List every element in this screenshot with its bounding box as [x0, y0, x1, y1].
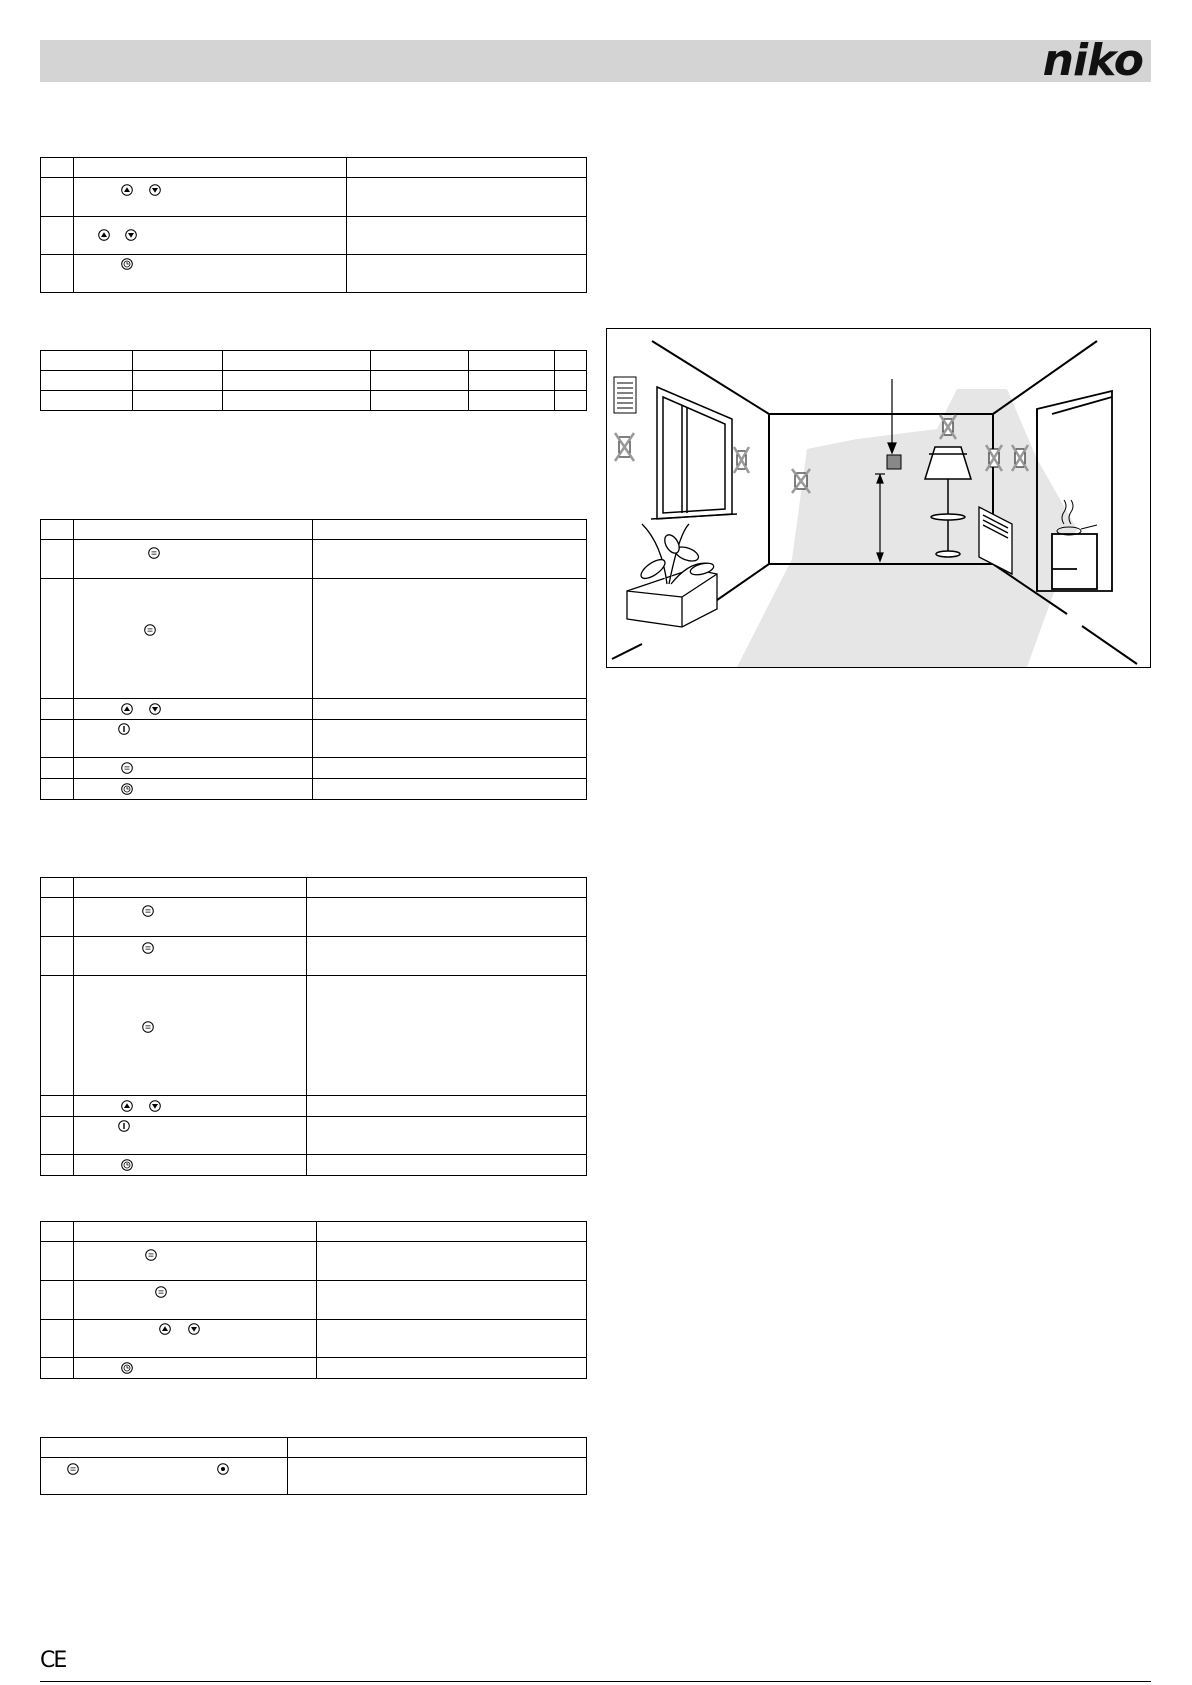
prog-icon [142, 905, 154, 917]
prog-icon [145, 1249, 157, 1261]
clock-icon [121, 1159, 133, 1171]
clock-icon [121, 258, 133, 270]
footer-rule [40, 1681, 1151, 1682]
prog-icon [121, 762, 133, 774]
room-installation-illustration [606, 328, 1151, 668]
table-4 [40, 877, 587, 1176]
up-arrow-icon [121, 703, 133, 715]
table-5 [40, 1221, 587, 1379]
header-banner [40, 35, 1151, 86]
prog-icon [142, 942, 154, 954]
down-arrow-icon [149, 703, 161, 715]
ce-mark: CE [40, 1648, 66, 1673]
up-arrow-icon [121, 1100, 133, 1112]
table-6 [40, 1437, 587, 1495]
up-arrow-icon [98, 229, 110, 241]
prog-icon [67, 1463, 79, 1475]
down-arrow-icon [125, 229, 137, 241]
info-icon [118, 1120, 130, 1132]
table-3 [40, 519, 587, 800]
table-1 [40, 157, 587, 293]
clock-icon [121, 1362, 133, 1374]
day-icon [144, 624, 156, 636]
up-arrow-icon [159, 1323, 171, 1335]
down-arrow-icon [149, 184, 161, 196]
down-arrow-icon [188, 1323, 200, 1335]
day-icon [142, 1021, 154, 1033]
clock-icon [121, 783, 133, 795]
table-2 [40, 350, 587, 411]
target-icon [217, 1463, 229, 1475]
info-icon [118, 723, 130, 735]
up-arrow-icon [121, 184, 133, 196]
down-arrow-icon [149, 1100, 161, 1112]
niko-logo: niko [1042, 35, 1143, 86]
prog-icon [155, 1286, 167, 1298]
prog-icon [148, 547, 160, 559]
